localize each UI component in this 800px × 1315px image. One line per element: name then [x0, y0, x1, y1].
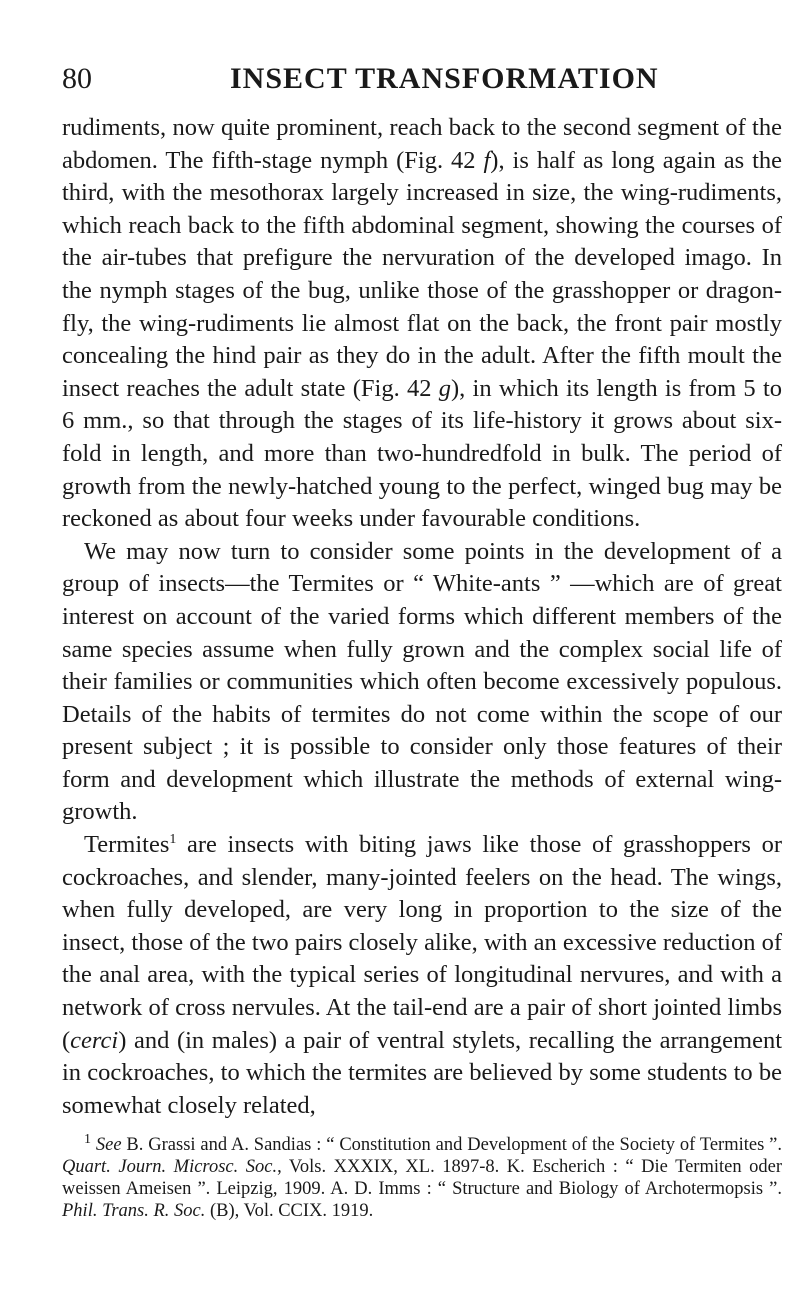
paragraph: rudiments, now quite prominent, reach back to the second segment of the abdomen. The fifth-stage nymph (Fig. 42 f), is half as long again as the third, with the mesothorax largely increased in size, the wing-rudiments, which reach back to the fifth abdominal segment, showing the courses of the air-tubes that prefigure the nervuration of the developed imago. In the nymph stages of the bug, unlike those of the grasshopper or dragon-fly, the wing-rudiments lie almost flat on the back, the front pair mostly concealing the hind pair as they do in the adult. After the fifth moult the insect reaches the adult state (Fig. 42 g), in which its length is from 5 to 6 mm., so that through the stages of its life-history it grows about six-fold in length, and more than two-hundredfold in bulk. The period of growth from the newly-hatched young to the perfect, winged bug may be reckoned as about four weeks under favourable conditions. [62, 114, 783, 533]
paragraph: We may now turn to consider some points in the development of a group of insects—the Termites or “ White-ants ” —which are of great interest on account of the varied forms which different members of the same species assume when fully grown and the complex social life of their families or communities which often become excessively populous. Details of the habits of termites do not come within the scope of our present subject ; it is possible to consider only those features of their form and development which illustrate the methods of external wing-growth. [62, 537, 782, 826]
footnote-marker: 1 [84, 1131, 91, 1147]
journal-title: Phil. Trans. R. Soc. [62, 1200, 206, 1221]
footnote-ref: 1 [169, 831, 177, 847]
running-head: INSECT TRANSFORMATION [230, 62, 659, 95]
paragraph: Termites$^1$ are insects with biting jaws like those of grasshoppers or cockroaches, and slender, many-jointed feelers on the head. The wings, when fully developed, are very long in proportion to the size of the insect, those of the two pairs closely alike, with an excessive reduction of the anal area, with the typical series of longitudinal nervures, and with a network of cross nervules. At the tail-end are a pair of short jointed limbs (cerci) and (in males) a pair of ventral stylets, recalling the arrangement in cockroaches, to which the termites are believed by some students to be somewhat closely related, [62, 831, 782, 1119]
page-header [62, 62, 750, 102]
footnote: $^1$ See B. Grassi and A. Sandias : “ Constitution and Development of the Society of Termites ”. Quart. Journ. Microsc. Soc., Vols. XXXIX, XL. 1897-8. K. Escherich : “ Die Termiten oder weissen Ameisen ”. Leipzig, 1909. A. D. Imms : “ Structure and Biology of Archotermopsis ”. Phil. Trans. R. Soc. (B), Vol. CCIX. 1919. [62, 1131, 782, 1221]
figure-ref: g [438, 374, 451, 402]
figure-ref: f [483, 146, 491, 174]
journal-title: Quart. Journ. Microsc. Soc. [62, 1156, 278, 1177]
italic-term: cerci [70, 1026, 119, 1054]
body-text [62, 112, 782, 1122]
page-number: 80 [62, 62, 92, 95]
